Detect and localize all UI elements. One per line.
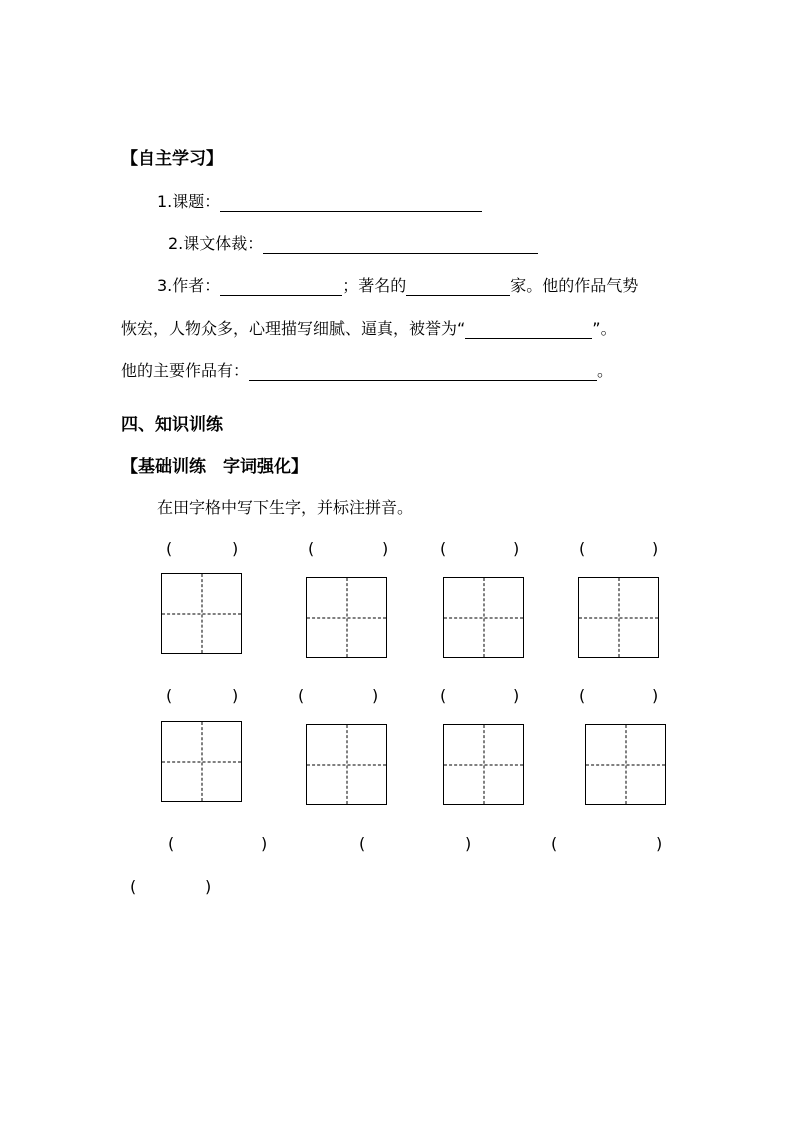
pinyin-paren-open: ( (130, 877, 137, 896)
pinyin-paren-close: ) (232, 686, 239, 705)
pinyin-paren-close: ) (205, 877, 212, 896)
tianzige-grid[interactable] (578, 577, 659, 658)
question-2 (168, 234, 538, 254)
question-1 (157, 192, 482, 212)
tianzige-grid[interactable] (306, 724, 387, 805)
question-2-label: 2.课文体裁： (168, 234, 264, 253)
tianzige-grid[interactable] (443, 724, 524, 805)
question-3-label: 3.作者： (157, 276, 221, 295)
pinyin-paren-close: ) (652, 686, 659, 705)
pinyin-paren-open: ( (359, 834, 366, 853)
question-3-tail: 家。他的作品气势 (510, 276, 639, 295)
tianzige-grid[interactable] (443, 577, 524, 658)
pinyin-paren-close: ) (382, 539, 389, 558)
famous-as-blank[interactable] (406, 277, 510, 296)
pinyin-paren-open: ( (166, 539, 173, 558)
author-blank[interactable] (220, 277, 342, 296)
pinyin-paren-close: ) (513, 686, 520, 705)
tianzige-grid[interactable] (585, 724, 666, 805)
pinyin-paren-close: ) (465, 834, 472, 853)
tianzige-grid[interactable] (161, 721, 242, 802)
pinyin-paren-open: ( (440, 686, 447, 705)
pinyin-paren-open: ( (168, 834, 175, 853)
pinyin-paren-open: ( (551, 834, 558, 853)
tianzige-grid[interactable] (161, 573, 242, 654)
question-3 (157, 276, 638, 296)
pinyin-paren-close: ) (652, 539, 659, 558)
question-3-line-3 (121, 361, 613, 381)
pinyin-paren-close: ) (232, 539, 239, 558)
topic-blank[interactable] (220, 193, 482, 212)
genre-blank[interactable] (263, 235, 538, 254)
pinyin-paren-close: ) (656, 834, 663, 853)
pinyin-paren-open: ( (579, 539, 586, 558)
line-3-text: 他的主要作品有： (121, 361, 250, 380)
section-4-heading: 四、知识训练 (121, 415, 223, 435)
pinyin-paren-close: ) (513, 539, 520, 558)
pinyin-paren-open: ( (308, 539, 315, 558)
instruction-text: 在田字格中写下生字，并标注拼音。 (157, 498, 414, 517)
self-study-heading: 【自主学习】 (121, 149, 223, 169)
question-3-line-2 (121, 319, 617, 339)
basic-training-heading: 【基础训练 字词强化】 (121, 457, 308, 477)
pinyin-paren-close: ) (372, 686, 379, 705)
tianzige-grid[interactable] (306, 577, 387, 658)
question-1-label: 1.课题： (157, 192, 221, 211)
pinyin-paren-close: ) (261, 834, 268, 853)
line-2-close: ”。 (592, 319, 617, 338)
pinyin-paren-open: ( (166, 686, 173, 705)
works-blank[interactable] (249, 362, 597, 381)
pinyin-paren-open: ( (440, 539, 447, 558)
line-3-end: 。 (597, 361, 614, 380)
pinyin-paren-open: ( (298, 686, 305, 705)
question-3-mid: ；著名的 (342, 276, 407, 295)
line-2-text: 恢宏，人物众多，心理描写细腻、逼真，被誉为“ (121, 319, 466, 338)
pinyin-paren-open: ( (579, 686, 586, 705)
praised-as-blank[interactable] (465, 320, 592, 339)
